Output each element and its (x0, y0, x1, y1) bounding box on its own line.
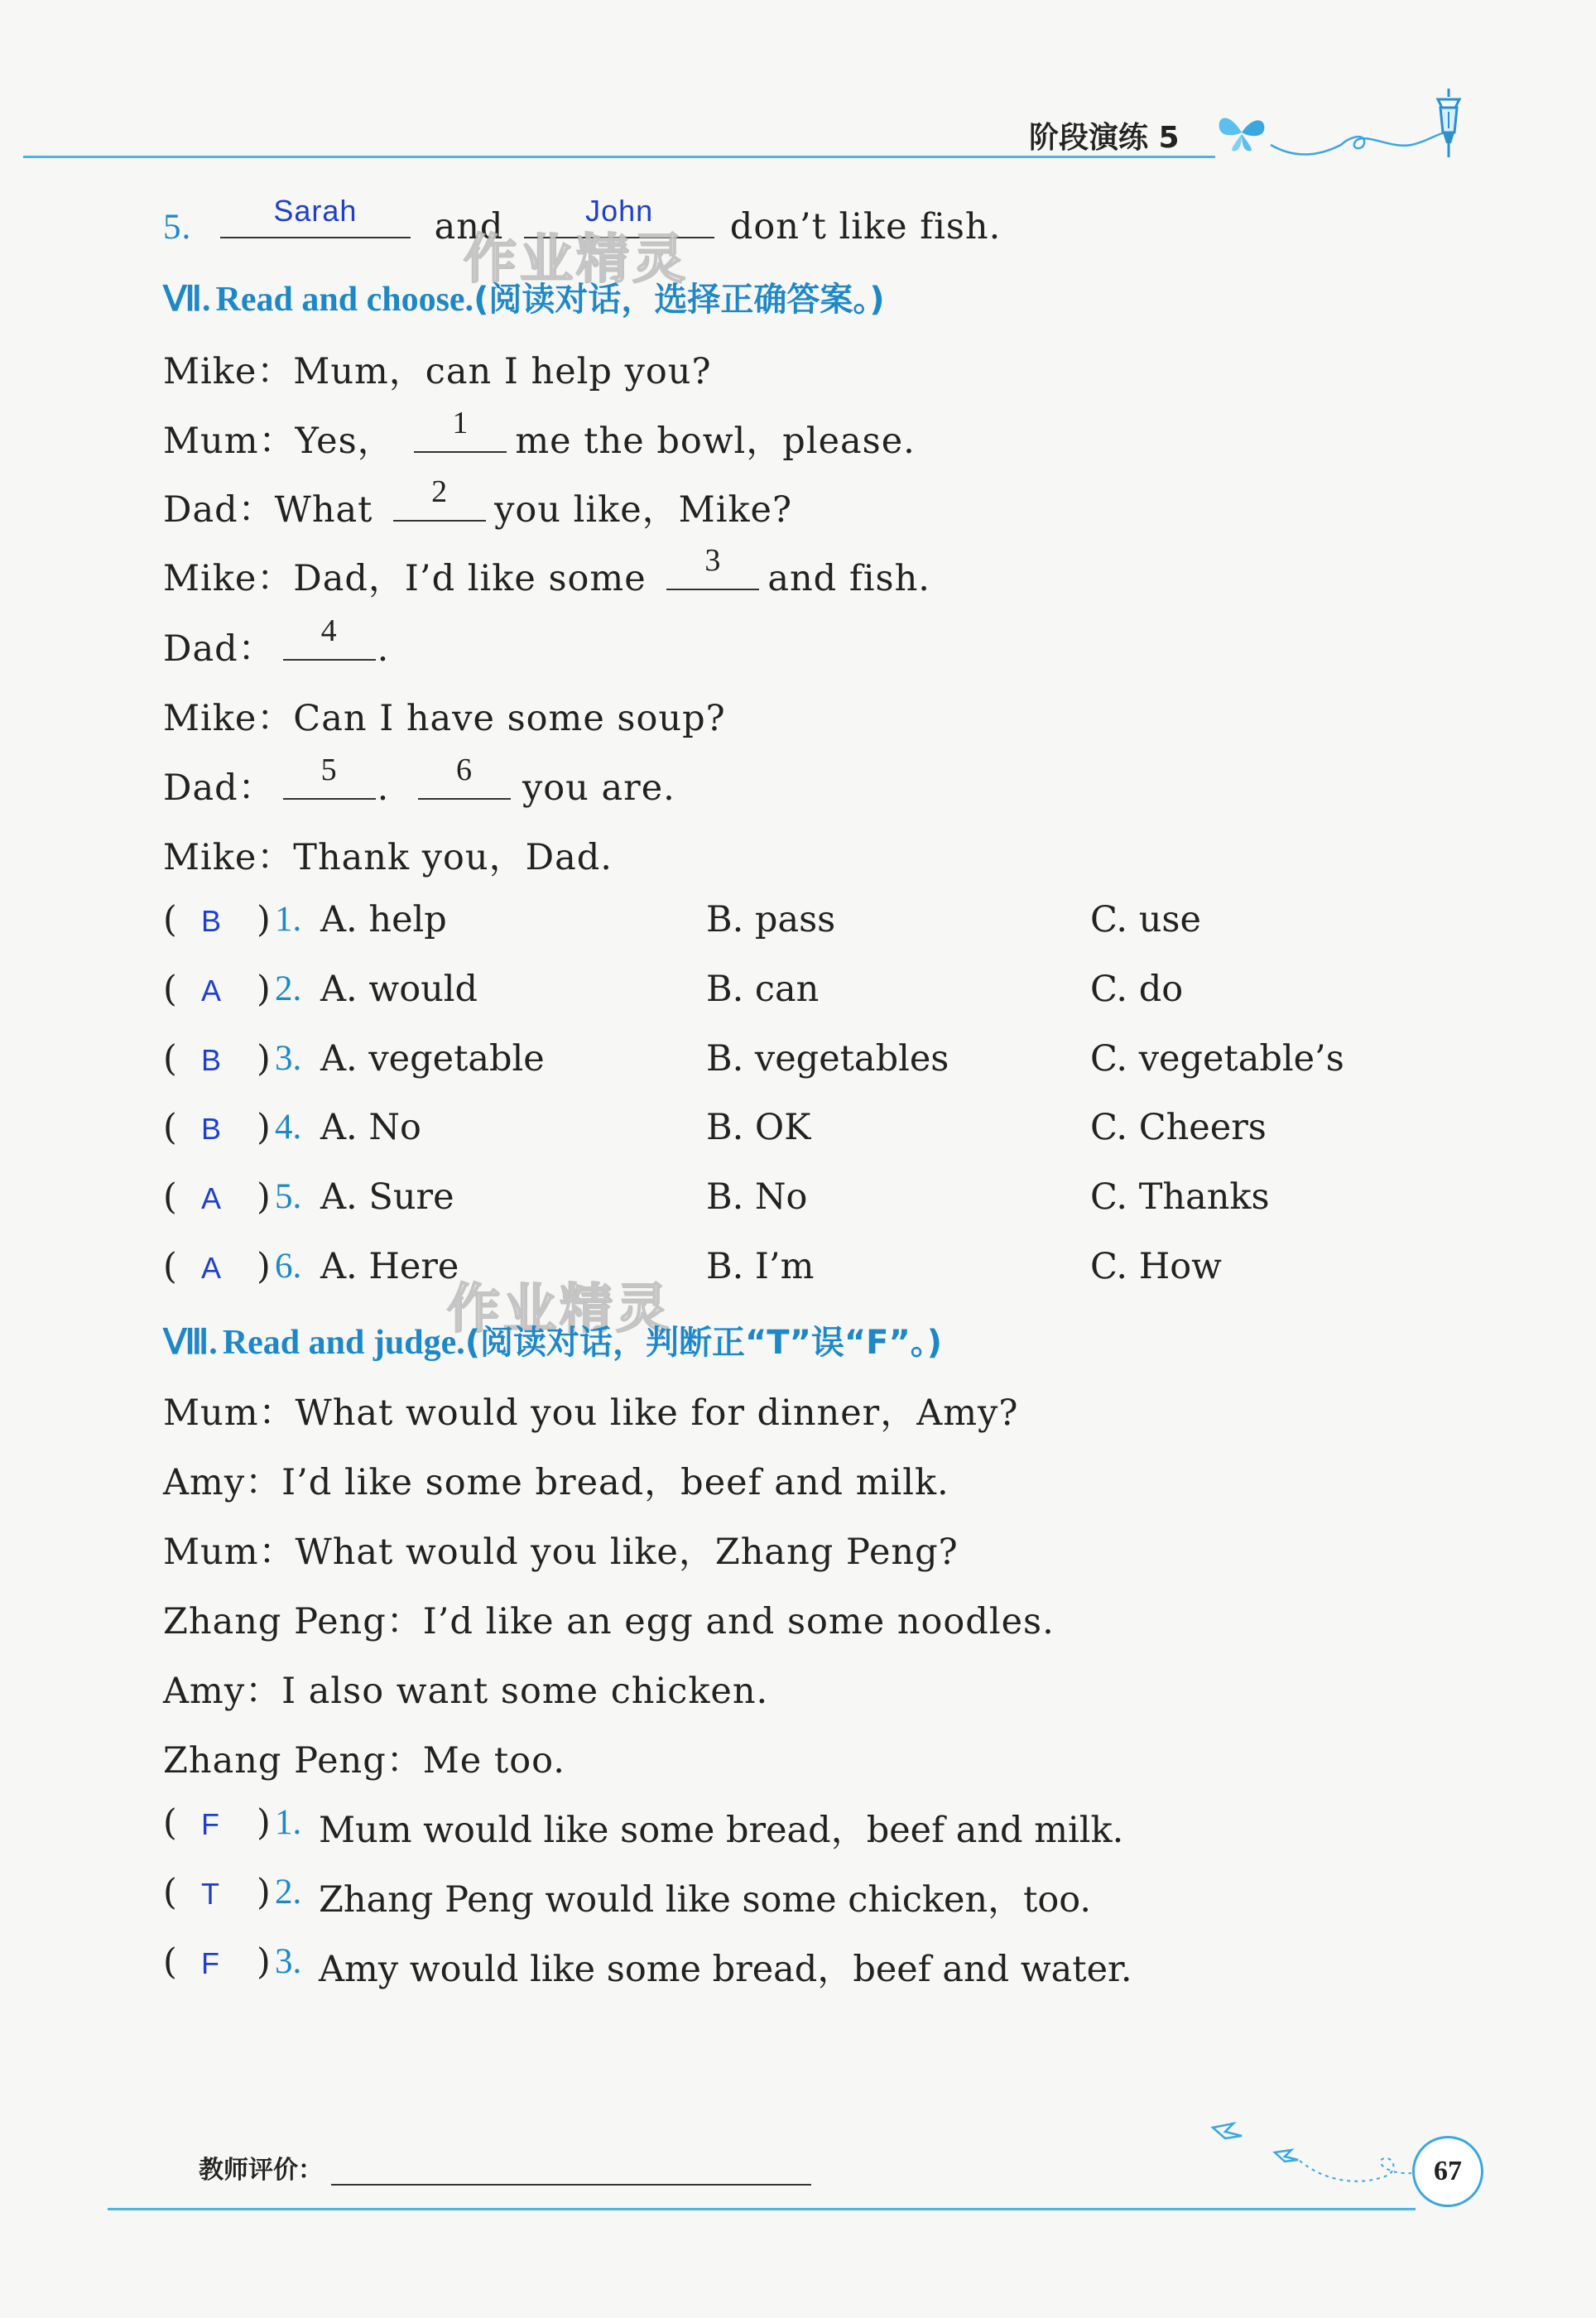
answer-text: John (585, 194, 654, 228)
butterfly-icon (1213, 108, 1271, 157)
choice-question: ( A ) 2. A. would B. can C. do (163, 969, 1184, 1010)
page-number: 67 (1434, 2156, 1462, 2186)
dialogue-line: Mike：Thank you，Dad. (163, 837, 613, 878)
choice-question: ( B ) 1. A. help B. pass C. use (163, 899, 1201, 940)
footer-rule (108, 2208, 1416, 2210)
heading-en: Read and choose. (215, 281, 474, 319)
dialogue-line: Amy：I’d like some bread，beef and milk. (163, 1462, 949, 1503)
dialogue-blank: 5 (283, 760, 376, 800)
watermark: 作业精灵 (447, 1279, 672, 1340)
answer-blank (220, 194, 411, 238)
section-title: 阶段演练 5 (1029, 121, 1180, 155)
dialogue-line: Mike：Can I have some soup? (163, 698, 726, 739)
dialogue-blank: 2 (393, 482, 486, 522)
dialogue-blank: 6 (418, 760, 511, 800)
choice-question: ( A ) 5. A. Sure B. No C. Thanks (163, 1176, 1270, 1218)
dialogue-line: Amy：I also want some chicken. (163, 1671, 769, 1712)
dialogue-line: Mum：What would you like for dinner，Amy? (163, 1392, 1019, 1434)
sentence-tail: don’t like fish. (729, 206, 1002, 248)
item-number: 5. (163, 208, 192, 247)
judge-question: ( F ) 3. Amy would like some bread，beef and water. (163, 1941, 1132, 1990)
answer-text: Sarah (273, 194, 358, 228)
choice-question: ( B ) 3. A. vegetable B. vegetables C. vegetable’s (163, 1038, 1344, 1080)
watermark: 作业精灵 (464, 229, 689, 291)
dialogue-line: Mum：Yes， 1 me the bowl，please. (163, 406, 916, 462)
heading-cn: (阅读对话，判断正“T”误“F”。) (464, 1324, 943, 1362)
choice-question: ( A ) 6. A. Here B. I’m C. How (163, 1246, 1222, 1287)
heading-cn: (阅读对话，选择正确答案。) (474, 281, 885, 319)
connector-word: and (434, 206, 504, 248)
dialogue-blank: 4 (283, 621, 376, 661)
dialogue-line: Mike：Dad，I’d like some 3 and fish. (163, 543, 930, 599)
birds-decoration (1209, 2107, 1424, 2190)
section-number: Ⅶ. (163, 281, 211, 319)
teacher-label: 教师评价： (199, 2156, 323, 2185)
choice-question: ( B ) 4. A. No B. OK C. Cheers (163, 1107, 1267, 1148)
swirl-decoration (1267, 120, 1449, 161)
dialogue-blank: 3 (666, 551, 759, 590)
dialogue-line: Zhang Peng：Me too. (163, 1740, 565, 1782)
section-8-heading (163, 1316, 942, 1363)
dialogue-blank: 1 (414, 413, 507, 453)
dialogue-line: Dad： 5 . 6 you are. (163, 753, 675, 809)
judge-question: ( F ) 1. Mum would like some bread，beef and milk. (163, 1802, 1124, 1851)
judge-question: ( T ) 2. Zhang Peng would like some chicken，too. (163, 1872, 1092, 1921)
evaluation-line[interactable] (331, 2159, 811, 2186)
dialogue-line: Dad： 4 . (163, 613, 390, 670)
dialogue-line: Zhang Peng：I’d like an egg and some noodles. (163, 1601, 1055, 1642)
dialogue-line: Mum：What would you like，Zhang Peng? (163, 1532, 959, 1573)
section-number: Ⅷ. (163, 1324, 218, 1362)
teacher-evaluation (199, 2149, 811, 2186)
page-number-circle (1412, 2136, 1483, 2207)
heading-en: Read and judge. (222, 1324, 465, 1362)
dialogue-line: Mike：Mum，can I help you? (163, 351, 712, 392)
dialogue-line: Dad：What 2 you like，Mike? (163, 474, 793, 531)
section-7-heading (163, 273, 885, 320)
lamp-icon (1428, 87, 1469, 161)
